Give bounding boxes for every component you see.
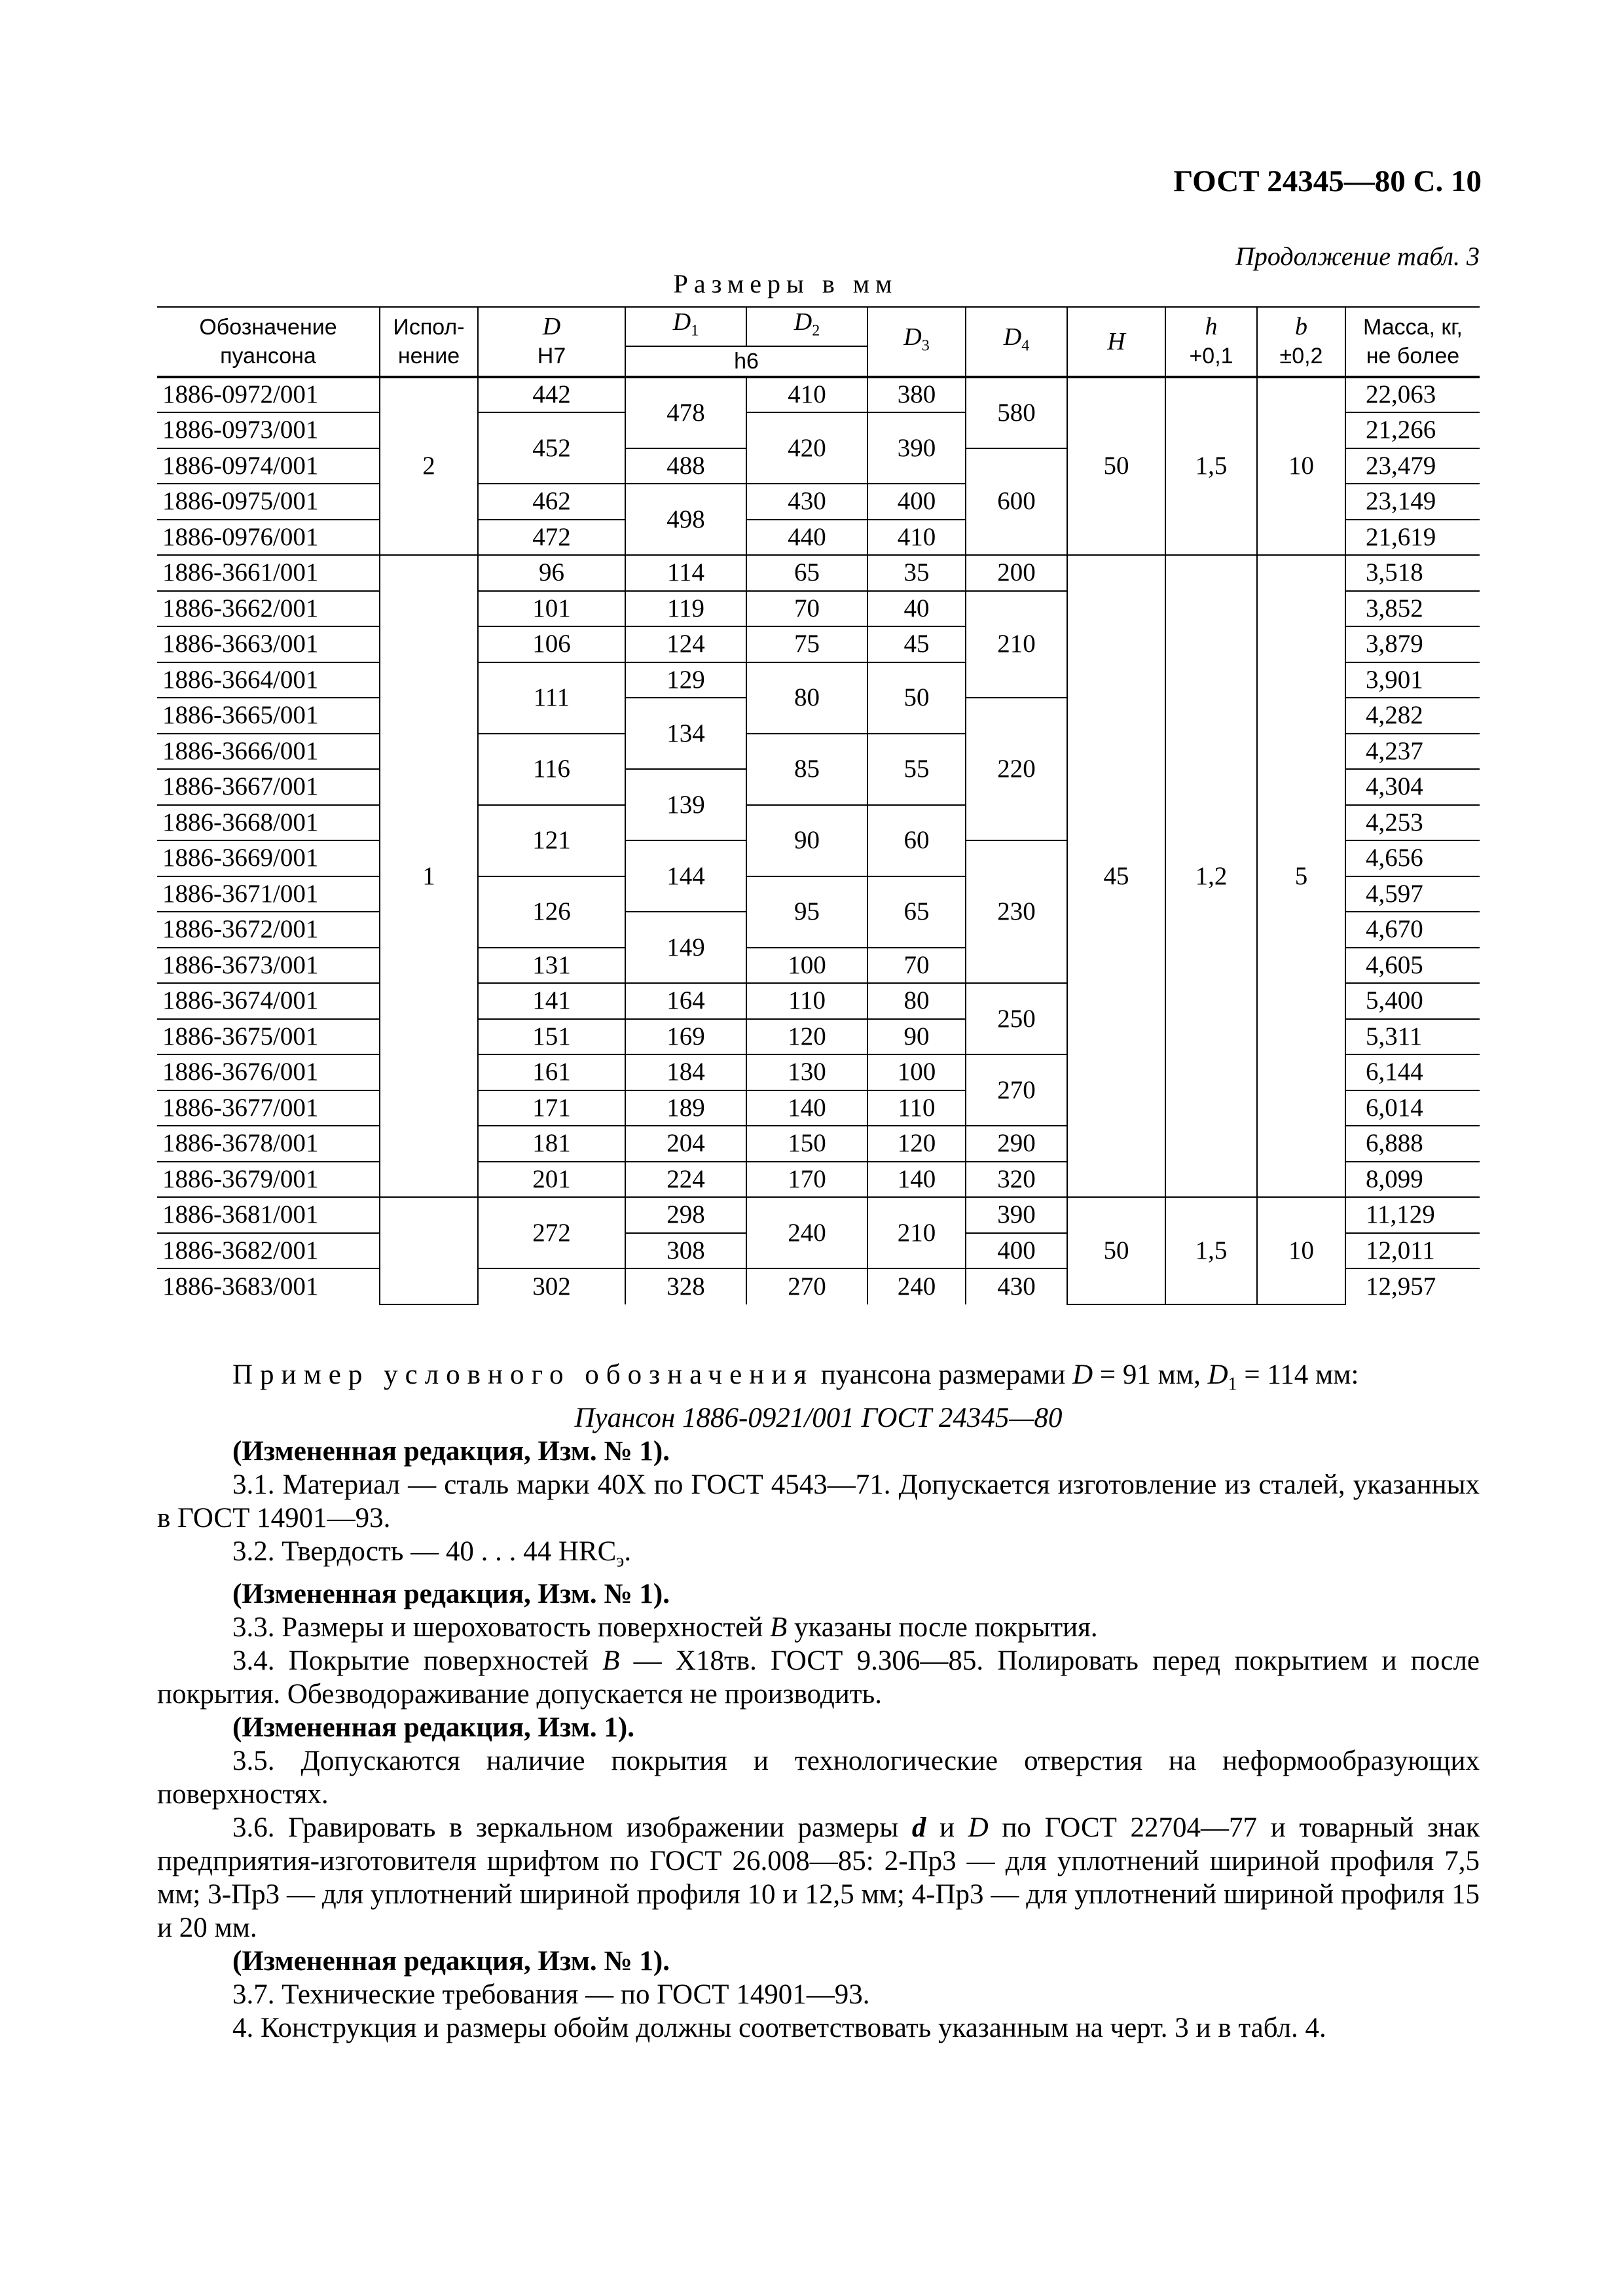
cell-D: 302 [478, 1268, 625, 1304]
cell-H: 45 [1067, 555, 1165, 1197]
punch-dimensions-table [157, 306, 1480, 1305]
cell-mass: 6,014 [1345, 1090, 1480, 1126]
cell-D: 272 [478, 1197, 625, 1268]
cell-mass: 12,957 [1345, 1268, 1480, 1304]
cell-mass: 23,479 [1345, 448, 1480, 484]
cell-mass: 22,063 [1345, 377, 1480, 413]
cell-designation: 1886-3683/001 [157, 1268, 380, 1304]
cell-mass: 3,901 [1345, 662, 1480, 698]
cell-D3: 380 [867, 377, 966, 413]
cell-D4: 430 [966, 1268, 1067, 1304]
units-label: Размеры в мм [673, 269, 898, 298]
header-D1: $D_1$ [625, 307, 746, 346]
cell-D: 101 [478, 591, 625, 627]
cell-D: 161 [478, 1054, 625, 1090]
cell-mass: 4,605 [1345, 948, 1480, 984]
cell-D3: 65 [867, 876, 966, 948]
table-row [157, 555, 1480, 591]
cell-D1: 204 [625, 1126, 746, 1162]
table-caption: Продолжение табл. 3 [1235, 242, 1480, 271]
cell-mass: 12,011 [1345, 1233, 1480, 1269]
cell-D2: 110 [746, 983, 867, 1019]
cell-D1: 184 [625, 1054, 746, 1090]
cell-designation: 1886-3662/001 [157, 591, 380, 627]
cell-D2: 80 [746, 662, 867, 734]
table-row [157, 1197, 1480, 1233]
cell-D: 116 [478, 734, 625, 805]
cell-D2: 420 [746, 412, 867, 484]
cell-designation: 1886-3669/001 [157, 840, 380, 876]
cell-designation: 1886-3661/001 [157, 555, 380, 591]
cell-D3: 70 [867, 948, 966, 984]
amendment-note: (Измененная редакция, Изм. 1). [232, 1712, 634, 1744]
cell-D1: 224 [625, 1162, 746, 1198]
cell-D1: 114 [625, 555, 746, 591]
cell-D2: 270 [746, 1268, 867, 1304]
cell-D1: 124 [625, 626, 746, 662]
cell-mass: 23,149 [1345, 484, 1480, 520]
header-designation: Обозначение пуансона [157, 307, 380, 377]
cell-mass: 6,144 [1345, 1054, 1480, 1090]
cell-b: 5 [1257, 555, 1345, 1197]
header-H: H [1067, 307, 1165, 377]
cell-D2: 90 [746, 805, 867, 876]
cell-D: 201 [478, 1162, 625, 1198]
cell-D4: 390 [966, 1197, 1067, 1233]
cell-D: 442 [478, 377, 625, 413]
cell-designation: 1886-3671/001 [157, 876, 380, 912]
cell-designation: 1886-3666/001 [157, 734, 380, 770]
cell-D3: 410 [867, 520, 966, 556]
paragraph-3-6: 3.6. Гравировать в зеркальном изображении размеры d и D по ГОСТ 22704—77 и товарный знак предприятия-изготовителя шрифтом по ГОСТ 26.008—85: 2-Пр3 — для уплотнений шириной профиля 7,5 мм; 3-Пр3 — для уплотнений шириной профиля 10 и 12,5 мм; 4-Пр3 — для уплотнений шириной профиля 15 и 20 мм. [157, 1812, 1480, 1944]
cell-execution: 2 [380, 377, 478, 556]
cell-designation: 1886-3679/001 [157, 1162, 380, 1198]
cell-D: 96 [478, 555, 625, 591]
cell-D: 171 [478, 1090, 625, 1126]
cell-H: 50 [1067, 377, 1165, 556]
cell-D1: 139 [625, 769, 746, 840]
cell-D3: 210 [867, 1197, 966, 1268]
cell-D: 126 [478, 876, 625, 948]
cell-execution: 1 [380, 555, 478, 1197]
cell-D3: 140 [867, 1162, 966, 1198]
cell-D2: 440 [746, 520, 867, 556]
cell-h: 1,2 [1165, 555, 1257, 1197]
cell-b: 10 [1257, 377, 1345, 556]
header-D: D H7 [478, 307, 625, 377]
header-h: h +0,1 [1165, 307, 1257, 377]
cell-D4: 220 [966, 698, 1067, 840]
cell-designation: 1886-0975/001 [157, 484, 380, 520]
cell-designation: 1886-3673/001 [157, 948, 380, 984]
amendment-note: (Измененная редакция, Изм. № 1). [232, 1579, 670, 1610]
cell-D3: 100 [867, 1054, 966, 1090]
cell-D: 472 [478, 520, 625, 556]
cell-designation: 1886-3676/001 [157, 1054, 380, 1090]
cell-designation: 1886-3674/001 [157, 983, 380, 1019]
cell-D1: 308 [625, 1233, 746, 1269]
cell-designation: 1886-3667/001 [157, 769, 380, 805]
cell-D3: 90 [867, 1019, 966, 1055]
cell-D2: 150 [746, 1126, 867, 1162]
header-b: b ±0,2 [1257, 307, 1345, 377]
cell-D: 121 [478, 805, 625, 876]
cell-D4: 320 [966, 1162, 1067, 1198]
header-D4: $D_4$ [966, 307, 1067, 377]
cell-D: 106 [478, 626, 625, 662]
cell-D1: 119 [625, 591, 746, 627]
cell-D2: 100 [746, 948, 867, 984]
cell-mass: 4,656 [1345, 840, 1480, 876]
page-header: ГОСТ 24345—80 С. 10 [1173, 164, 1482, 198]
cell-designation: 1886-0973/001 [157, 412, 380, 448]
cell-D2: 170 [746, 1162, 867, 1198]
cell-D1: 189 [625, 1090, 746, 1126]
cell-designation: 1886-0974/001 [157, 448, 380, 484]
cell-D4: 270 [966, 1054, 1067, 1126]
paragraph-3-2: 3.2. Твердость — 40 . . . 44 $HRC_э$. [232, 1535, 632, 1571]
paragraph-3-7: 3.7. Технические требования — по ГОСТ 14901—93. [232, 1979, 870, 2011]
cell-D2: 75 [746, 626, 867, 662]
cell-D2: 65 [746, 555, 867, 591]
cell-D2: 120 [746, 1019, 867, 1055]
cell-D1: 164 [625, 983, 746, 1019]
cell-mass: 21,266 [1345, 412, 1480, 448]
cell-designation: 1886-0976/001 [157, 520, 380, 556]
cell-D: 462 [478, 484, 625, 520]
table-row [157, 377, 1480, 413]
cell-mass: 21,619 [1345, 520, 1480, 556]
cell-D1: 134 [625, 698, 746, 769]
cell-mass: 4,282 [1345, 698, 1480, 734]
example-designation: Пуансон 1886-0921/001 ГОСТ 24345—80 [574, 1402, 1063, 1433]
paragraph-3-4: 3.4. Покрытие поверхностей В — Х18тв. ГОСТ 9.306—85. Полировать перед покрытием и после покрытия. Обезводораживание допускается не производить. [157, 1645, 1480, 1710]
cell-designation: 1886-0972/001 [157, 377, 380, 413]
cell-D: 141 [478, 983, 625, 1019]
cell-H: 50 [1067, 1197, 1165, 1304]
cell-D1: 169 [625, 1019, 746, 1055]
cell-designation: 1886-3675/001 [157, 1019, 380, 1055]
cell-mass: 11,129 [1345, 1197, 1480, 1233]
cell-D1: 498 [625, 484, 746, 555]
cell-D2: 85 [746, 734, 867, 805]
cell-D3: 40 [867, 591, 966, 627]
cell-h: 1,5 [1165, 1197, 1257, 1304]
cell-D3: 45 [867, 626, 966, 662]
header-D2: $D_2$ [746, 307, 867, 346]
cell-mass: 4,304 [1345, 769, 1480, 805]
cell-designation: 1886-3663/001 [157, 626, 380, 662]
cell-D3: 50 [867, 662, 966, 734]
cell-D4: 200 [966, 555, 1067, 591]
paragraph-3-5: 3.5. Допускаются наличие покрытия и технологические отверстия на неформообразующих поверхностях. [157, 1746, 1480, 1810]
cell-D4: 600 [966, 448, 1067, 556]
cell-D4: 580 [966, 377, 1067, 448]
cell-designation: 1886-3665/001 [157, 698, 380, 734]
cell-D4: 210 [966, 591, 1067, 698]
cell-D3: 390 [867, 412, 966, 484]
cell-designation: 1886-3677/001 [157, 1090, 380, 1126]
cell-D1: 129 [625, 662, 746, 698]
cell-D2: 95 [746, 876, 867, 948]
cell-D: 452 [478, 412, 625, 484]
example-paragraph: Пример условного обозначения пуансона размерами D = 91 мм, $D_1 = 114$ мм: [232, 1359, 1359, 1395]
cell-mass: 4,670 [1345, 912, 1480, 948]
cell-b: 10 [1257, 1197, 1345, 1304]
cell-mass: 3,518 [1345, 555, 1480, 591]
cell-D1: 144 [625, 840, 746, 912]
cell-mass: 6,888 [1345, 1126, 1480, 1162]
cell-D4: 400 [966, 1233, 1067, 1269]
header-h6: h6 [625, 346, 867, 377]
cell-D: 131 [478, 948, 625, 984]
cell-D2: 430 [746, 484, 867, 520]
paragraph-3-1: 3.1. Материал — сталь марки 40Х по ГОСТ 4543—71. Допускается изготовление из сталей, указанных в ГОСТ 14901—93. [157, 1469, 1480, 1534]
amendment-note: (Измененная редакция, Изм. № 1). [232, 1946, 670, 1977]
header-mass: Масса, кг, не более [1345, 307, 1480, 377]
cell-D2: 140 [746, 1090, 867, 1126]
cell-D: 111 [478, 662, 625, 734]
cell-D3: 400 [867, 484, 966, 520]
cell-mass: 8,099 [1345, 1162, 1480, 1198]
cell-designation: 1886-3668/001 [157, 805, 380, 841]
cell-D3: 80 [867, 983, 966, 1019]
cell-D4: 250 [966, 983, 1067, 1054]
cell-D3: 55 [867, 734, 966, 805]
cell-designation: 1886-3678/001 [157, 1126, 380, 1162]
header-D3: $D_3$ [867, 307, 966, 377]
cell-D2: 410 [746, 377, 867, 413]
cell-execution-empty [380, 1197, 478, 1304]
cell-mass: 4,237 [1345, 734, 1480, 770]
cell-D4: 230 [966, 840, 1067, 983]
cell-D1: 328 [625, 1268, 746, 1304]
paragraph-3-3: 3.3. Размеры и шероховатость поверхностей В указаны после покрытия. [232, 1612, 1098, 1643]
cell-D2: 130 [746, 1054, 867, 1090]
cell-D3: 110 [867, 1090, 966, 1126]
paragraph-4: 4. Конструкция и размеры обойм должны соответствовать указанным на черт. 3 и в табл. 4. [232, 2013, 1326, 2044]
body-text [157, 1358, 1480, 2045]
cell-D: 181 [478, 1126, 625, 1162]
cell-D3: 120 [867, 1126, 966, 1162]
cell-D1: 298 [625, 1197, 746, 1233]
cell-designation: 1886-3664/001 [157, 662, 380, 698]
cell-designation: 1886-3681/001 [157, 1197, 380, 1233]
cell-designation: 1886-3672/001 [157, 912, 380, 948]
cell-D1: 149 [625, 912, 746, 983]
cell-D: 151 [478, 1019, 625, 1055]
cell-D4: 290 [966, 1126, 1067, 1162]
cell-D3: 35 [867, 555, 966, 591]
cell-D1: 488 [625, 448, 746, 484]
cell-D1: 478 [625, 377, 746, 448]
amendment-note: (Измененная редакция, Изм. № 1). [232, 1435, 670, 1467]
header-execution: Испол- нение [380, 307, 478, 377]
cell-mass: 4,597 [1345, 876, 1480, 912]
cell-mass: 4,253 [1345, 805, 1480, 841]
cell-h: 1,5 [1165, 377, 1257, 556]
cell-D2: 70 [746, 591, 867, 627]
cell-D3: 60 [867, 805, 966, 876]
cell-mass: 5,400 [1345, 983, 1480, 1019]
cell-mass: 3,879 [1345, 626, 1480, 662]
cell-mass: 5,311 [1345, 1019, 1480, 1055]
cell-D3: 240 [867, 1268, 966, 1304]
cell-mass: 3,852 [1345, 591, 1480, 627]
cell-D2: 240 [746, 1197, 867, 1268]
cell-designation: 1886-3682/001 [157, 1233, 380, 1269]
